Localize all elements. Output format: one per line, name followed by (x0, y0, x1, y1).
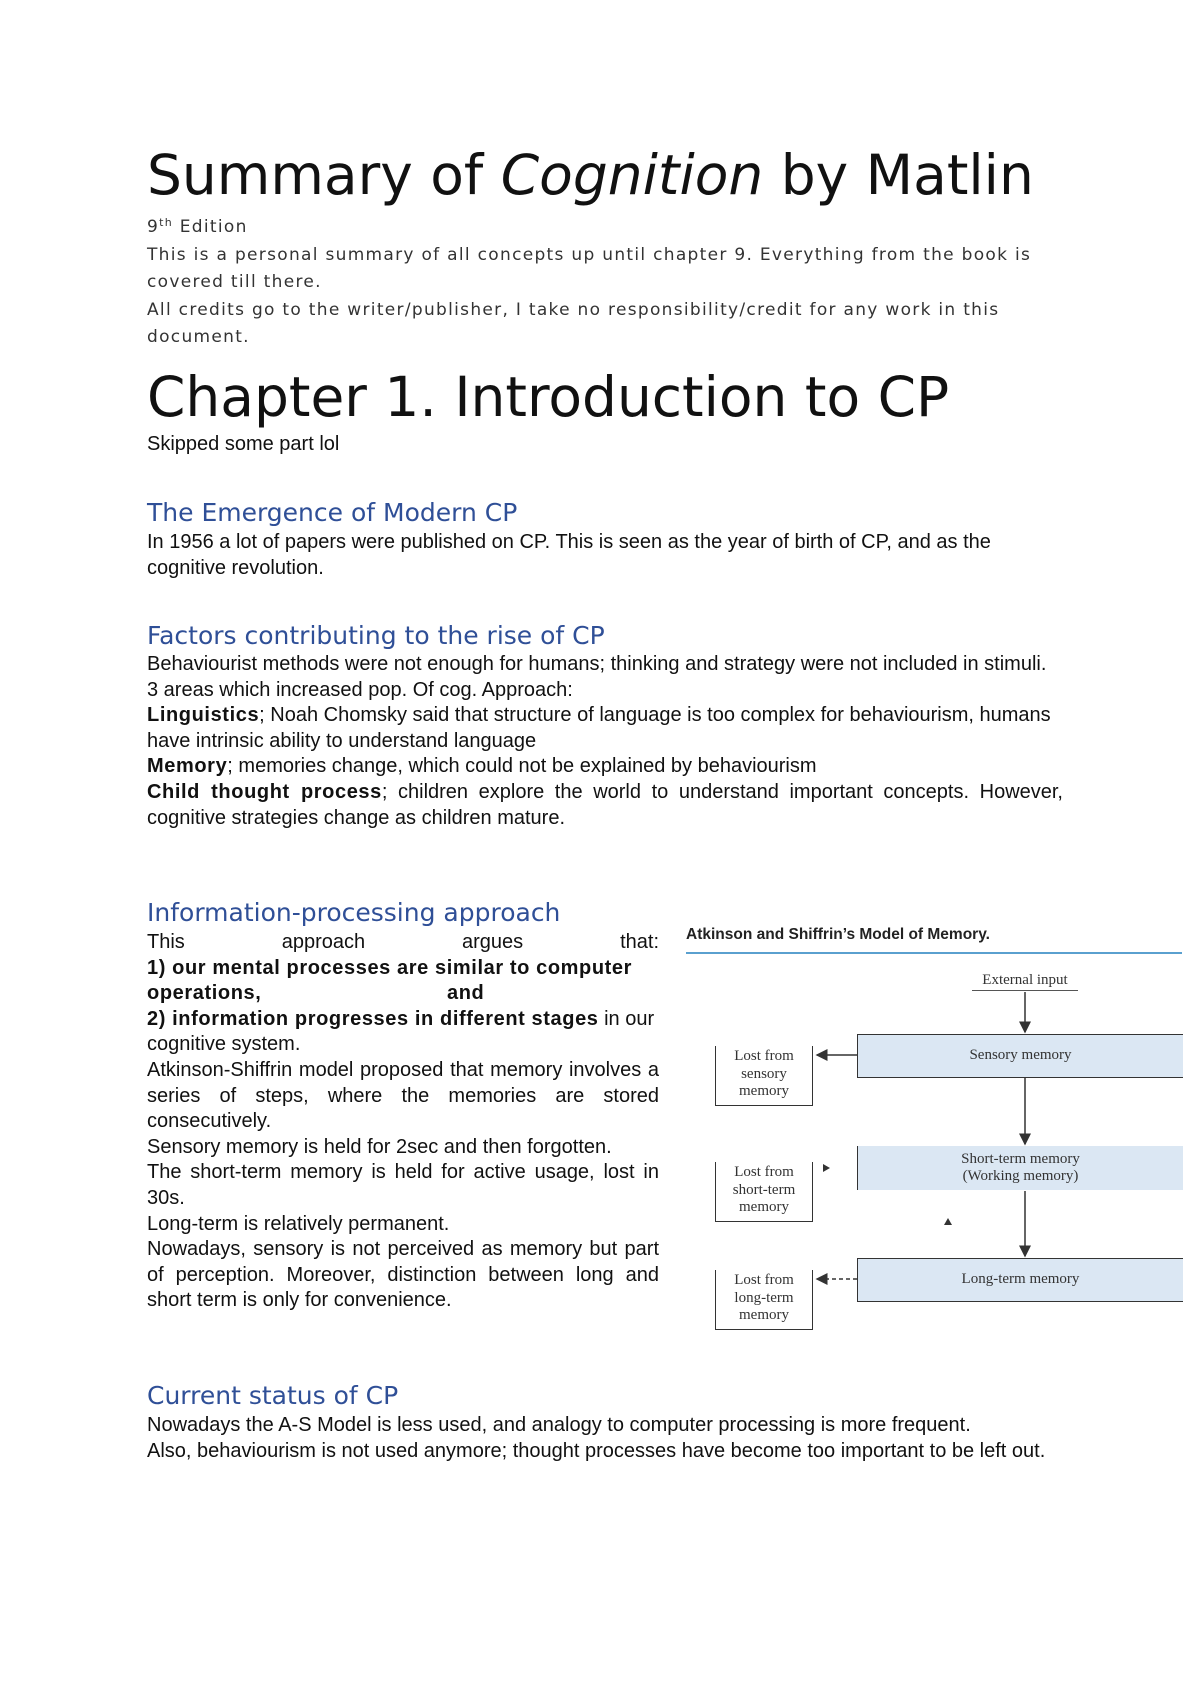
document-title (147, 140, 1034, 210)
section-heading-current-status: Current status of CP (147, 1381, 399, 1410)
factor-text-child: ; children explore the world to understand important concepts. However, cognitive strategies change as children mature. (147, 780, 1063, 829)
info-point-2-bold: 2) information progresses in different stages (147, 1007, 599, 1030)
lost-sensory-line-2: sensory (741, 1065, 787, 1082)
info-nowadays: Nowadays, sensory is not perceived as memory but part of perception. Moreover, distinction between long and short term is only for convenience. (147, 1238, 659, 1312)
info-sensory: Sensory memory is held for 2sec and then forgotten. (147, 1135, 612, 1158)
factor-text-memory: ; memories change, which could not be explained by behaviourism (227, 755, 817, 778)
info-point-1: 1) our mental processes are similar to computer (147, 956, 633, 979)
section-heading-emergence: The Emergence of Modern CP (147, 498, 518, 527)
chapter-title: Chapter 1. Introduction to CP (147, 365, 950, 429)
lost-long-line-2: long-term (734, 1289, 794, 1306)
intro-notes (147, 214, 1063, 352)
info-as-model: Atkinson-Shiffrin model proposed that memory involves a series of steps, where the memories are stored consecutively. (147, 1058, 659, 1133)
factor-linguistics (147, 703, 1063, 754)
figure-title: Atkinson and Shiffrin’s Model of Memory. (686, 926, 990, 943)
factor-term-memory: Memory (147, 755, 228, 778)
info-point-1-and: and (447, 982, 485, 1005)
section-heading-info-processing: Information-processing approach (147, 898, 561, 927)
factor-text-linguistics: ; Noah Chomsky said that structure of language is too complex for behaviourism, humans have intrinsic ability to understand language (147, 704, 1051, 752)
factor-term-linguistics: Linguistics (147, 704, 260, 727)
info-short-term: The short-term memory is held for active usage, lost in 30s. (147, 1161, 659, 1209)
arrow-short-lost (823, 1164, 830, 1172)
chapter-subtitle: Skipped some part lol (147, 433, 340, 455)
external-input-label: External input (982, 972, 1068, 988)
short-term-memory-label: Short-term memory (961, 1150, 1080, 1167)
edition-line (147, 214, 1063, 242)
long-term-memory-label: Long-term memory (961, 1271, 1080, 1288)
figure-arrows (680, 918, 1185, 1338)
factor-term-child: Child thought process (147, 780, 382, 803)
factor-memory (147, 754, 1063, 780)
title-book-name: Cognition (500, 143, 764, 207)
lost-long-line-1: Lost from (734, 1272, 794, 1288)
info-long-term: Long-term is relatively permanent. (147, 1212, 450, 1235)
arrow-rehearsal-mark (944, 1218, 952, 1225)
info-point-2 (147, 1007, 659, 1058)
working-memory-label: (Working memory) (962, 1168, 1079, 1184)
info-intro-line: This approach argues that: (147, 931, 659, 953)
current-status-body (147, 1413, 1063, 1464)
memory-model-figure (680, 918, 1185, 1338)
current-status-paragraph-1: Nowadays the A-S Model is less used, and analogy to computer processing is more frequent. (147, 1414, 971, 1436)
info-point-2-tail: in our cognitive system. (147, 1007, 655, 1056)
lost-short-line-1: Lost from (734, 1164, 794, 1180)
edition-number: 9 (147, 217, 160, 237)
emergence-text: In 1956 a lot of papers were published on CP. This is seen as the year of birth of CP, and as the cognitive revolution. (147, 531, 991, 579)
intro-summary-note: This is a personal summary of all concepts up until chapter 9. Everything from the book is covered till there. (147, 244, 1032, 292)
factors-paragraph-1: Behaviourist methods were not enough for humans; thinking and strategy were not included in stimuli. (147, 653, 1047, 675)
edition-suffix: th (159, 216, 174, 229)
info-point-1-cont (147, 981, 659, 1007)
edition-word: Edition (173, 217, 248, 237)
lost-short-line-3: memory (739, 1199, 789, 1215)
title-text-end: by Matlin (763, 143, 1034, 207)
title-text-start: Summary of (147, 143, 501, 207)
info-point-1-operations: operations, (147, 982, 262, 1005)
lost-short-line-2: short-term (732, 1181, 796, 1198)
factor-child (147, 780, 1063, 831)
lost-long-line-3: memory (739, 1307, 789, 1323)
intro-credits-note: All credits go to the writer/publisher, I take no responsibility/credit for any work in this document. (147, 299, 1000, 347)
lost-sensory-line-3: memory (739, 1083, 789, 1099)
section-heading-factors: Factors contributing to the rise of CP (147, 621, 605, 650)
info-processing-body (147, 930, 659, 1314)
lost-sensory-line-1: Lost from (734, 1048, 794, 1064)
factors-paragraph-2: 3 areas which increased pop. Of cog. Approach: (147, 678, 573, 701)
current-status-paragraph-2: Also, behaviourism is not used anymore; thought processes have become too important to be left out. (147, 1439, 1046, 1462)
factors-body (147, 652, 1063, 831)
sensory-memory-label: Sensory memory (969, 1047, 1072, 1064)
